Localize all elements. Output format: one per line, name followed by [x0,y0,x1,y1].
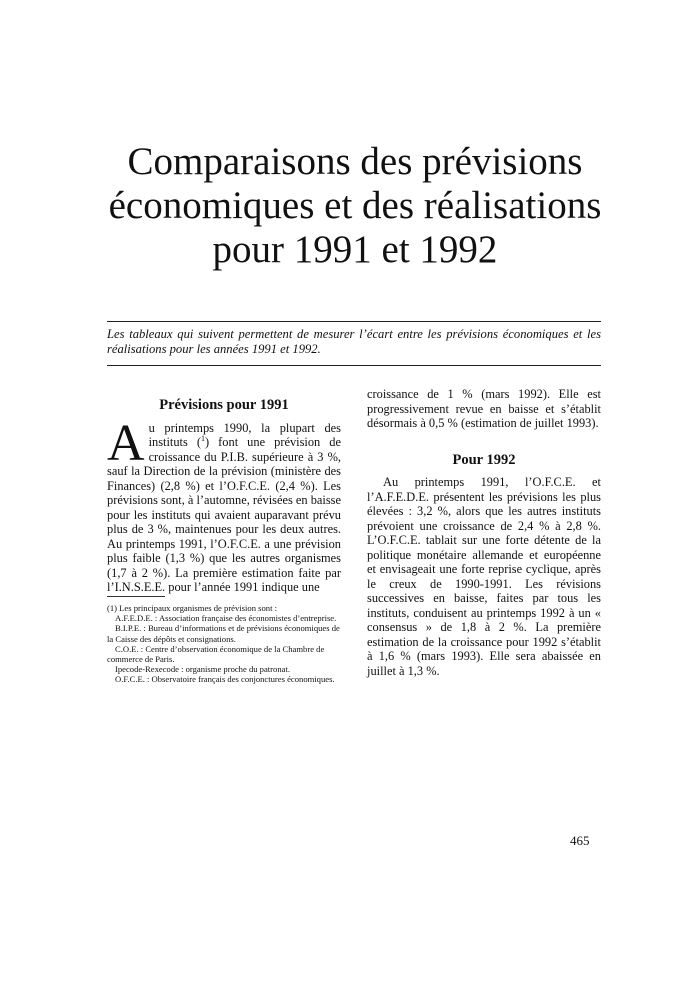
footnote-item: C.O.E. : Centre d’observation économique de la Chambre de commerce de Paris. [107,643,325,665]
footnotes [107,596,341,685]
footnote-item: B.I.P.E. : Bureau d’informations et de prévisions économiques de la Caisse des dépôts et consignations. [107,623,340,644]
section-1991-paragraph [107,414,341,595]
footnote-item: Ipecode-Rexecode : organisme proche du patronat. [115,664,290,675]
intro-paragraph: Les tableaux qui suivent permettent de mesurer l’écart entre les prévisions économiques et les réalisations pour les années 1991 et 1992. [107,327,601,356]
footnote-rule [107,596,165,597]
footnote-ref[interactable]: 1 [201,433,205,443]
page-title [60,140,650,272]
section-1991-text-main: ) font une prévision de croissance du P.I.B. supérieure à 3 %, sauf la Direction de la prévision (ministère des Finances) (2,8 %) et l’O.F.C.E. (2,4 %). Les prévisions sont, à l’automne, révisées en baisse pour les instituts qui avaient auparavant prévu plus de 3 %, maintenues pour les deux autres. Au printemps 1991, l’O.F.C.E. a une prévision plus faible (1,3 %) que les autres organismes (1,7 à 2 %). La première estimation faite par l’I.N.S.E.E. pour l’année 1991 indique une [107,435,341,594]
intro-top-rule [107,321,601,322]
title-line-2: économiques et des réalisations [108,184,602,227]
section-1991-continuation: croissance de 1 % (mars 1992). Elle est progressivement revue en baisse et s’établit désormais à 0,5 % (estimation de juillet 1993). [367,387,601,430]
footnote-item: (1) Les principaux organismes de prévision sont : [107,603,278,613]
section-heading-1991: Prévisions pour 1991 [159,397,289,413]
right-column [367,387,601,678]
intro-bottom-rule [107,365,601,366]
footnote-item: O.F.C.E. : Observatoire français des conjonctures économiques. [115,674,335,685]
left-column [107,398,341,595]
title-line-1: Comparaisons des prévisions [127,140,583,183]
page-number: 465 [570,833,590,848]
drop-cap: A [107,414,145,472]
footnote-item: A.F.E.D.E. : Association française des économistes d’entreprise. [115,613,337,624]
section-1992-paragraph: Au printemps 1991, l’O.F.C.E. et l’A.F.E.D.E. présentent les prévisions les plus élevées : 3,2 %, alors que les autres instituts prévoient une croissance de 2,4 % à 2,8 %. L’O.F.C.E. tablait sur une forte détente de la politique monétaire allemande et européenne et envisageait une forte reprise cyclique, après le creux de 1990-1991. Les révisions successives en baisse, faites par tous les instituts, conduisent au printemps 1992 à un « consensus » de 1,8 à 2 %. La première estimation de la croissance pour 1992 s’établit à 1,6 % (mars 1993). Elle sera abaissée en juillet à 1,3 %. [367,475,601,678]
section-1991-text-start: u printemps 1990, la plupart des instituts ( [148,420,341,449]
title-line-3: pour 1991 et 1992 [212,228,498,271]
section-heading-1992: Pour 1992 [452,451,516,468]
